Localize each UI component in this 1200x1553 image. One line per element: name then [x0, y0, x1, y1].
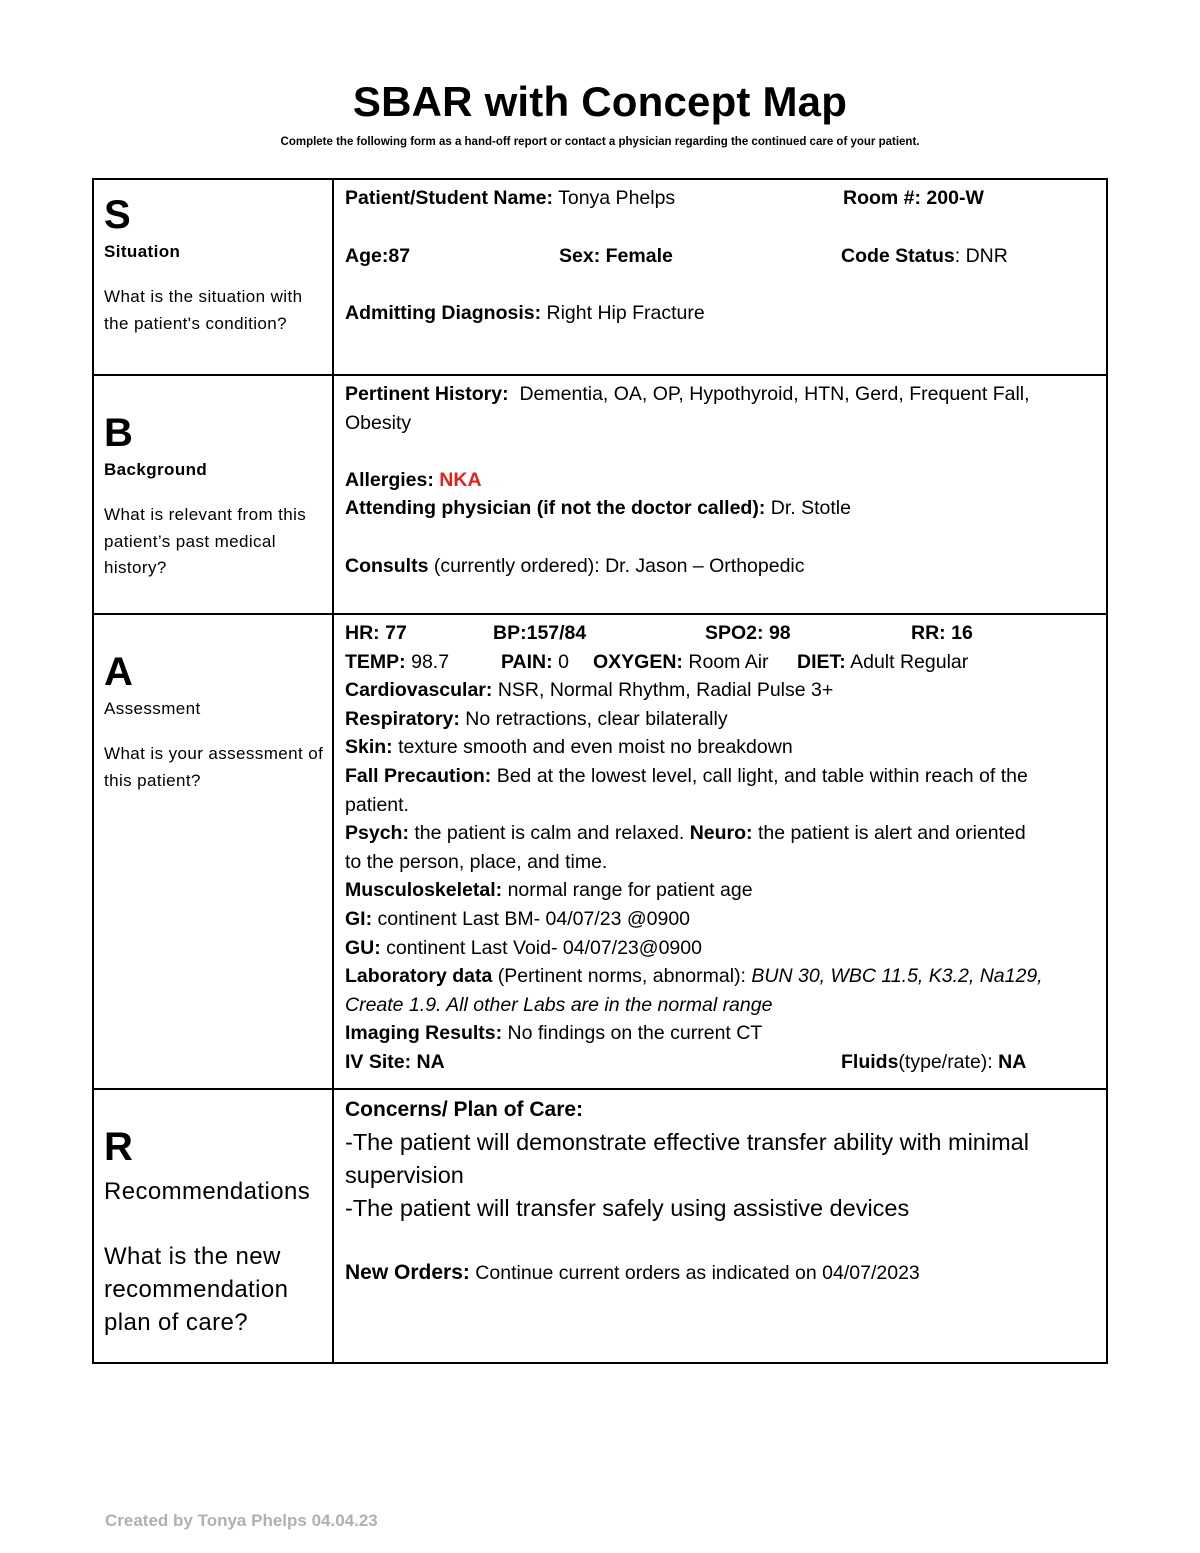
- recommendations-question: What is the new recommendation plan of care?: [104, 1243, 289, 1336]
- page-subtitle: Complete the following form as a hand-off report or contact a physician regarding the continued care of your patient.: [280, 136, 920, 148]
- iv-value: NA: [416, 1050, 445, 1073]
- situation-question: What is the situation with the patient's condition?: [104, 287, 303, 333]
- recommendations-letter: R: [104, 1125, 133, 1169]
- history-value-2: Obesity: [345, 411, 412, 434]
- recommendations-content-cell: [333, 1089, 1107, 1363]
- skin-value: texture smooth and even moist no breakdown: [398, 736, 793, 759]
- resp-label: Respiratory:: [345, 707, 460, 730]
- assessment-label-cell: [93, 614, 333, 1089]
- spo2-label: SPO2:: [705, 622, 764, 644]
- fluids-value: NA: [998, 1050, 1027, 1073]
- room-label: Room #:: [843, 187, 921, 209]
- iv-label: IV Site:: [345, 1050, 412, 1073]
- musc-value: normal range for patient age: [507, 879, 753, 902]
- allergies-value: NKA: [439, 468, 482, 491]
- rr-value: 16: [951, 622, 973, 644]
- diet-label: DIET:: [797, 650, 846, 673]
- history-label: Pertinent History:: [345, 383, 509, 405]
- plan-item-1: -The patient will demonstrate effective transfer ability with minimal supervision: [345, 1129, 1029, 1188]
- fluids-mid: (type/rate):: [898, 1050, 993, 1073]
- diagnosis-label: Admitting Diagnosis:: [345, 302, 542, 325]
- attending-label: Attending physician (if not the doctor called):: [345, 497, 766, 520]
- consults-value: Dr. Jason – Orthopedic: [605, 554, 805, 577]
- assessment-name: Assessment: [104, 699, 201, 718]
- age-label: Age:: [345, 244, 389, 267]
- recommendations-name: Recommendations: [104, 1178, 311, 1205]
- situation-name: Situation: [104, 242, 181, 261]
- situation-label-cell: [93, 179, 333, 375]
- skin-label: Skin:: [345, 736, 393, 759]
- oxygen-value: Room Air: [688, 650, 769, 673]
- history-value: Dementia, OA, OP, Hypothyroid, HTN, Gerd, Frequent Fall,: [519, 383, 1030, 405]
- neuro-value: the patient is alert and oriented: [757, 822, 1026, 845]
- spo2-value: 98: [768, 622, 791, 644]
- lab-mid: (Pertinent norms, abnormal):: [497, 965, 746, 988]
- plan-item-2: -The patient will transfer safely using assistive devices: [345, 1195, 910, 1221]
- cardio-value: NSR, Normal Rhythm, Radial Pulse 3+: [497, 679, 834, 702]
- hr-label: HR:: [345, 622, 380, 644]
- page-title: SBAR with Concept Map: [352, 78, 848, 125]
- situation-content-cell: [333, 179, 1107, 375]
- fall-value: Bed at the lowest level, call light, and table within reach of the: [496, 764, 1028, 787]
- gu-value: continent Last Void- 04/07/23@0900: [386, 936, 702, 959]
- gi-label: GI:: [345, 907, 373, 930]
- plan-of-care-label: Concerns/ Plan of Care:: [345, 1098, 584, 1121]
- neuro-value-2: to the person, place, and time.: [345, 850, 608, 873]
- hr-value: 77: [385, 622, 407, 644]
- consults-label: Consults: [345, 554, 429, 577]
- patient-name-label: Patient/Student Name:: [345, 187, 554, 209]
- situation-letter: S: [104, 193, 131, 237]
- assessment-letter: A: [104, 650, 133, 694]
- background-name: Background: [104, 460, 208, 479]
- sbar-table: [92, 178, 1108, 1364]
- assessment-question: What is your assessment of this patient?: [104, 744, 324, 790]
- psych-label: Psych:: [345, 822, 409, 845]
- recommendations-label-cell: [93, 1089, 333, 1363]
- allergies-label: Allergies:: [345, 468, 434, 491]
- age-value: 87: [388, 244, 411, 267]
- cardio-label: Cardiovascular:: [345, 679, 493, 702]
- lab-label: Laboratory data: [345, 965, 493, 988]
- imaging-label: Imaging Results:: [345, 1022, 503, 1045]
- diet-value: Adult Regular: [850, 650, 969, 673]
- background-letter: B: [104, 411, 133, 455]
- fall-value-2: patient.: [345, 793, 409, 816]
- bp-label: BP:: [493, 622, 527, 644]
- psych-value: the patient is calm and relaxed.: [414, 822, 685, 845]
- oxygen-label: OXYGEN:: [593, 650, 683, 673]
- code-status-value: : DNR: [954, 244, 1008, 267]
- assessment-content-cell: [333, 614, 1107, 1089]
- fall-label: Fall Precaution:: [345, 764, 492, 787]
- background-row: [93, 375, 1107, 614]
- temp-label: TEMP:: [345, 650, 406, 673]
- assessment-row: [93, 614, 1107, 1089]
- recommendations-row: [93, 1089, 1107, 1363]
- footer-credit: Created by Tonya Phelps 04.04.23: [105, 1511, 378, 1530]
- sex-label: Sex:: [559, 244, 601, 267]
- lab-value: BUN 30, WBC 11.5, K3.2, Na129,: [751, 965, 1043, 988]
- patient-name-value: Tonya Phelps: [558, 187, 676, 209]
- room-value: 200-W: [926, 187, 984, 209]
- lab-value-2: Create 1.9. All other Labs are in the normal range: [345, 993, 773, 1016]
- pain-value: 0: [558, 650, 569, 673]
- code-status-label: Code Status: [841, 244, 955, 267]
- attending-value: Dr. Stotle: [770, 497, 851, 520]
- consults-mid: (currently ordered):: [433, 554, 600, 577]
- bp-value: 157/84: [526, 622, 587, 644]
- rr-label: RR:: [911, 622, 946, 644]
- fluids-label: Fluids: [841, 1050, 899, 1073]
- gu-label: GU:: [345, 936, 381, 959]
- background-label-cell: [93, 375, 333, 614]
- neuro-label: Neuro:: [689, 822, 753, 845]
- musc-label: Musculoskeletal:: [345, 879, 503, 902]
- pain-label: PAIN:: [501, 650, 553, 673]
- diagnosis-value: Right Hip Fracture: [546, 302, 705, 325]
- background-question: What is relevant from this patient’s past medical history?: [104, 505, 307, 577]
- sex-value: Female: [605, 244, 673, 267]
- background-content-cell: [333, 375, 1107, 614]
- gi-value: continent Last BM- 04/07/23 @0900: [377, 907, 691, 930]
- new-orders-label: New Orders:: [345, 1261, 470, 1284]
- new-orders-value: Continue current orders as indicated on 04/07/2023: [475, 1262, 920, 1284]
- imaging-value: No findings on the current CT: [507, 1022, 763, 1045]
- situation-row: [93, 179, 1107, 375]
- temp-value: 98.7: [411, 650, 450, 673]
- resp-value: No retractions, clear bilaterally: [465, 707, 728, 730]
